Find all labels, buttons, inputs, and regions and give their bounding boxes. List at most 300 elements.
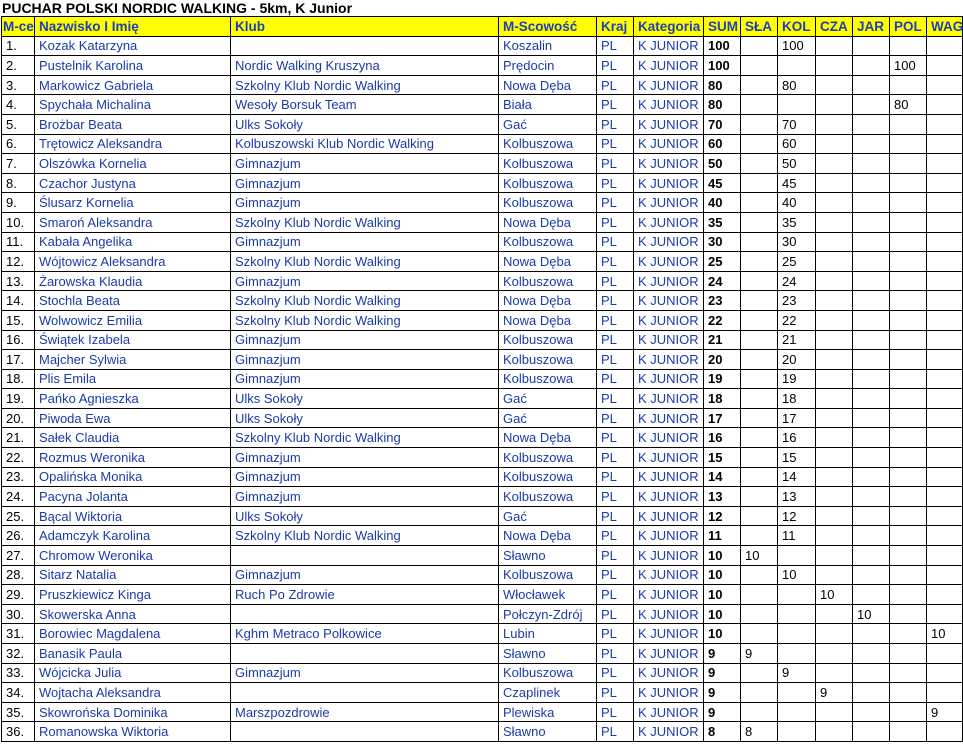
cell-sla [741,448,778,468]
cell-sla [741,389,778,409]
cell-position: 2. [2,56,35,76]
cell-name: Pruszkiewicz Kinga [35,585,231,605]
cell-kol: 35 [778,212,816,232]
cell-club [231,644,499,664]
cell-sla [741,114,778,134]
cell-sla [741,310,778,330]
cell-city: Kolbuszowa [499,134,597,154]
cell-jar [853,154,890,174]
cell-club: Gimnazjum [231,232,499,252]
cell-name: Czachor Justyna [35,173,231,193]
cell-position: 30. [2,604,35,624]
cell-city: Nowa Dęba [499,310,597,330]
cell-country: PL [597,467,634,487]
cell-pol [890,467,927,487]
cell-wag [927,467,963,487]
cell-cza [816,193,853,213]
cell-wag [927,683,963,703]
column-header-kol: KOL [778,17,816,37]
cell-position: 21. [2,428,35,448]
cell-city: Nowa Dęba [499,428,597,448]
cell-club: Ulks Sokoły [231,114,499,134]
table-row [2,624,963,644]
cell-wag [927,526,963,546]
column-header-category: Kategoria [634,17,704,37]
cell-cza [816,702,853,722]
cell-wag [927,428,963,448]
cell-country: PL [597,310,634,330]
cell-city: Włocławek [499,585,597,605]
cell-kol: 30 [778,232,816,252]
cell-pol [890,506,927,526]
cell-kol: 60 [778,134,816,154]
cell-position: 8. [2,173,35,193]
cell-cza [816,448,853,468]
cell-jar [853,350,890,370]
cell-kol [778,604,816,624]
cell-category: K JUNIOR [634,448,704,468]
cell-position: 7. [2,154,35,174]
cell-club: Szkolny Klub Nordic Walking [231,526,499,546]
table-row [2,604,963,624]
cell-club: Kolbuszowski Klub Nordic Walking [231,134,499,154]
cell-jar [853,36,890,56]
cell-pol [890,644,927,664]
cell-sla [741,408,778,428]
cell-sum: 9 [704,663,741,683]
page-title: PUCHAR POLSKI NORDIC WALKING - 5km, K Junior [2,0,353,16]
cell-kol: 50 [778,154,816,174]
cell-city: Kolbuszowa [499,193,597,213]
cell-category: K JUNIOR [634,114,704,134]
cell-city: Kolbuszowa [499,487,597,507]
cell-cza [816,291,853,311]
cell-club [231,546,499,566]
cell-category: K JUNIOR [634,467,704,487]
cell-jar [853,114,890,134]
cell-pol [890,408,927,428]
cell-pol [890,114,927,134]
cell-kol: 15 [778,448,816,468]
cell-cza [816,252,853,272]
cell-position: 4. [2,95,35,115]
cell-wag [927,134,963,154]
cell-country: PL [597,702,634,722]
cell-category: K JUNIOR [634,193,704,213]
cell-city: Gać [499,114,597,134]
cell-club [231,604,499,624]
cell-city: Nowa Dęba [499,212,597,232]
cell-club: Gimnazjum [231,663,499,683]
cell-category: K JUNIOR [634,722,704,742]
cell-position: 3. [2,75,35,95]
cell-club: Szkolny Klub Nordic Walking [231,252,499,272]
cell-pol [890,722,927,742]
column-header-cza: CZA [816,17,853,37]
cell-pol [890,350,927,370]
cell-kol: 100 [778,36,816,56]
cell-position: 28. [2,565,35,585]
cell-name: Piwoda Ewa [35,408,231,428]
cell-sla [741,56,778,76]
cell-country: PL [597,193,634,213]
cell-sla [741,271,778,291]
cell-city: Biała [499,95,597,115]
cell-name: Świątek Izabela [35,330,231,350]
cell-country: PL [597,36,634,56]
cell-name: Pustelnik Karolina [35,56,231,76]
cell-wag [927,154,963,174]
cell-club: Gimnazjum [231,350,499,370]
cell-pol [890,683,927,703]
cell-kol [778,546,816,566]
cell-position: 18. [2,369,35,389]
table-row [2,114,963,134]
cell-kol [778,722,816,742]
cell-pol [890,389,927,409]
cell-position: 35. [2,702,35,722]
cell-category: K JUNIOR [634,232,704,252]
cell-kol [778,56,816,76]
cell-position: 34. [2,683,35,703]
cell-wag [927,448,963,468]
cell-city: Gać [499,408,597,428]
cell-sla [741,134,778,154]
cell-sum: 9 [704,644,741,664]
cell-city: Kolbuszowa [499,663,597,683]
cell-kol: 40 [778,193,816,213]
table-row [2,722,963,742]
cell-sla [741,369,778,389]
cell-country: PL [597,350,634,370]
cell-position: 23. [2,467,35,487]
table-row [2,56,963,76]
cell-pol [890,585,927,605]
cell-category: K JUNIOR [634,585,704,605]
cell-sla [741,506,778,526]
cell-category: K JUNIOR [634,173,704,193]
cell-sum: 12 [704,506,741,526]
cell-cza [816,212,853,232]
cell-club: Ulks Sokoły [231,506,499,526]
cell-jar [853,722,890,742]
cell-city: Połczyn-Zdrój [499,604,597,624]
cell-sum: 10 [704,604,741,624]
cell-country: PL [597,546,634,566]
cell-sla [741,291,778,311]
table-row [2,369,963,389]
cell-kol: 70 [778,114,816,134]
cell-pol [890,487,927,507]
cell-wag [927,75,963,95]
cell-cza [816,36,853,56]
cell-country: PL [597,408,634,428]
cell-club: Gimnazjum [231,173,499,193]
cell-cza [816,408,853,428]
cell-kol [778,624,816,644]
cell-cza [816,232,853,252]
cell-kol: 10 [778,565,816,585]
table-row [2,585,963,605]
cell-city: Plewiska [499,702,597,722]
cell-pol [890,428,927,448]
cell-wag [927,95,963,115]
cell-club: Gimnazjum [231,487,499,507]
cell-kol: 45 [778,173,816,193]
cell-sla [741,232,778,252]
cell-position: 16. [2,330,35,350]
cell-name: Pacyna Jolanta [35,487,231,507]
cell-pol [890,702,927,722]
cell-sla: 10 [741,546,778,566]
column-header-country: Kraj [597,17,634,37]
cell-name: Skowrońska Dominika [35,702,231,722]
cell-sla [741,526,778,546]
cell-category: K JUNIOR [634,291,704,311]
cell-jar [853,310,890,330]
cell-club: Szkolny Klub Nordic Walking [231,310,499,330]
cell-kol: 20 [778,350,816,370]
cell-country: PL [597,114,634,134]
cell-sum: 15 [704,448,741,468]
cell-sum: 35 [704,212,741,232]
cell-sla [741,350,778,370]
cell-name: Smaroń Aleksandra [35,212,231,232]
cell-sla [741,683,778,703]
cell-kol: 13 [778,487,816,507]
cell-country: PL [597,232,634,252]
table-row [2,546,963,566]
column-header-city: M-Scowość [499,17,597,37]
cell-jar [853,193,890,213]
cell-city: Kolbuszowa [499,448,597,468]
cell-name: Rozmus Weronika [35,448,231,468]
column-header-name: Nazwisko I Imię [35,17,231,37]
cell-category: K JUNIOR [634,134,704,154]
cell-sum: 60 [704,134,741,154]
cell-position: 19. [2,389,35,409]
cell-cza [816,565,853,585]
cell-wag [927,663,963,683]
cell-country: PL [597,369,634,389]
cell-cza [816,644,853,664]
cell-name: Markowicz Gabriela [35,75,231,95]
cell-wag [927,350,963,370]
cell-category: K JUNIOR [634,36,704,56]
cell-cza [816,487,853,507]
cell-jar [853,683,890,703]
cell-jar [853,428,890,448]
cell-sum: 70 [704,114,741,134]
cell-club: Wesoły Borsuk Team [231,95,499,115]
cell-category: K JUNIOR [634,428,704,448]
cell-position: 14. [2,291,35,311]
cell-city: Kolbuszowa [499,330,597,350]
cell-jar [853,134,890,154]
cell-wag [927,36,963,56]
cell-category: K JUNIOR [634,487,704,507]
cell-name: Żarowska Klaudia [35,271,231,291]
cell-category: K JUNIOR [634,506,704,526]
cell-name: Borowiec Magdalena [35,624,231,644]
cell-city: Gać [499,506,597,526]
cell-category: K JUNIOR [634,624,704,644]
cell-wag [927,369,963,389]
cell-position: 20. [2,408,35,428]
column-header-pol: POL [890,17,927,37]
cell-sum: 20 [704,350,741,370]
cell-wag [927,212,963,232]
cell-pol [890,232,927,252]
cell-country: PL [597,428,634,448]
cell-cza [816,526,853,546]
cell-jar [853,487,890,507]
cell-category: K JUNIOR [634,95,704,115]
cell-cza [816,75,853,95]
cell-wag [927,114,963,134]
cell-category: K JUNIOR [634,526,704,546]
cell-category: K JUNIOR [634,683,704,703]
cell-jar [853,526,890,546]
cell-position: 15. [2,310,35,330]
cell-name: Bącal Wiktoria [35,506,231,526]
cell-pol [890,173,927,193]
table-row [2,95,963,115]
cell-country: PL [597,271,634,291]
cell-position: 9. [2,193,35,213]
cell-club: Gimnazjum [231,369,499,389]
table-row [2,506,963,526]
cell-sla [741,95,778,115]
cell-sum: 10 [704,585,741,605]
cell-sum: 45 [704,173,741,193]
cell-club: Ruch Po Zdrowie [231,585,499,605]
cell-wag [927,173,963,193]
column-header-wag: WAG [927,17,963,37]
cell-country: PL [597,722,634,742]
cell-name: Wojtacha Aleksandra [35,683,231,703]
cell-category: K JUNIOR [634,271,704,291]
cell-wag [927,604,963,624]
cell-pol: 80 [890,95,927,115]
cell-club [231,36,499,56]
cell-kol: 14 [778,467,816,487]
cell-sum: 10 [704,565,741,585]
cell-country: PL [597,644,634,664]
cell-name: Majcher Sylwia [35,350,231,370]
cell-kol: 9 [778,663,816,683]
cell-jar [853,330,890,350]
cell-name: Brożbar Beata [35,114,231,134]
cell-cza [816,154,853,174]
cell-sla [741,193,778,213]
table-row [2,389,963,409]
cell-jar [853,448,890,468]
cell-sla: 9 [741,644,778,664]
cell-country: PL [597,154,634,174]
cell-city: Kolbuszowa [499,350,597,370]
cell-jar [853,173,890,193]
cell-city: Kolbuszowa [499,232,597,252]
cell-pol [890,369,927,389]
cell-country: PL [597,291,634,311]
cell-sum: 23 [704,291,741,311]
cell-name: Pańko Agnieszka [35,389,231,409]
cell-club: Szkolny Klub Nordic Walking [231,428,499,448]
cell-kol: 80 [778,75,816,95]
cell-jar [853,95,890,115]
cell-kol: 23 [778,291,816,311]
table-row [2,408,963,428]
cell-position: 12. [2,252,35,272]
cell-wag [927,506,963,526]
cell-cza [816,369,853,389]
cell-name: Opalińska Monika [35,467,231,487]
cell-city: Lubin [499,624,597,644]
cell-jar [853,408,890,428]
cell-club: Szkolny Klub Nordic Walking [231,75,499,95]
cell-sum: 24 [704,271,741,291]
cell-kol: 18 [778,389,816,409]
cell-kol [778,95,816,115]
cell-sum: 10 [704,624,741,644]
cell-sum: 18 [704,389,741,409]
cell-city: Nowa Dęba [499,75,597,95]
cell-category: K JUNIOR [634,369,704,389]
cell-position: 25. [2,506,35,526]
cell-pol [890,448,927,468]
cell-jar [853,75,890,95]
cell-name: Spychała Michalina [35,95,231,115]
cell-club: Gimnazjum [231,154,499,174]
cell-sla [741,428,778,448]
cell-name: Sitarz Natalia [35,565,231,585]
cell-position: 10. [2,212,35,232]
cell-pol [890,212,927,232]
cell-city: Nowa Dęba [499,291,597,311]
cell-kol [778,585,816,605]
cell-sla [741,252,778,272]
cell-position: 31. [2,624,35,644]
cell-jar [853,565,890,585]
cell-category: K JUNIOR [634,154,704,174]
cell-position: 13. [2,271,35,291]
cell-wag [927,585,963,605]
cell-pol [890,252,927,272]
cell-cza [816,56,853,76]
table-row [2,487,963,507]
column-header-sum: SUM [704,17,741,37]
cell-kol: 19 [778,369,816,389]
table-row [2,663,963,683]
cell-category: K JUNIOR [634,565,704,585]
cell-position: 36. [2,722,35,742]
cell-position: 6. [2,134,35,154]
table-row [2,173,963,193]
cell-pol [890,330,927,350]
table-row [2,448,963,468]
cell-sum: 30 [704,232,741,252]
cell-sum: 100 [704,36,741,56]
table-row [2,134,963,154]
cell-kol: 17 [778,408,816,428]
cell-cza [816,310,853,330]
cell-country: PL [597,134,634,154]
cell-wag [927,271,963,291]
cell-club: Szkolny Klub Nordic Walking [231,212,499,232]
cell-name: Adamczyk Karolina [35,526,231,546]
cell-category: K JUNIOR [634,330,704,350]
